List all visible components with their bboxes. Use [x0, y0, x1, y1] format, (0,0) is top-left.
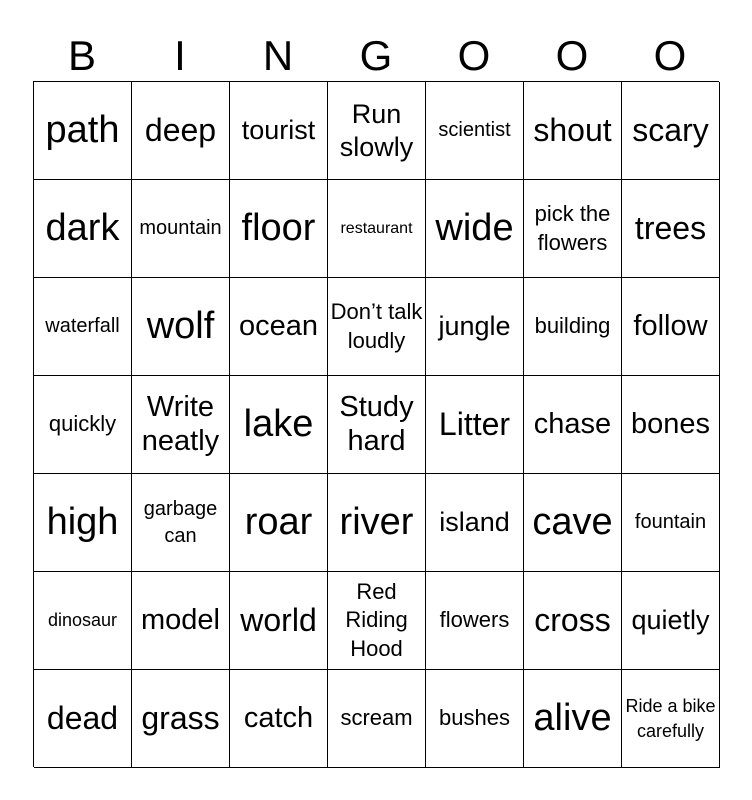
- bingo-cell[interactable]: wolf: [132, 278, 230, 376]
- bingo-cell[interactable]: catch: [230, 670, 328, 768]
- bingo-cell[interactable]: shout: [524, 82, 622, 180]
- bingo-cell[interactable]: jungle: [426, 278, 524, 376]
- header-letter: O: [555, 32, 589, 79]
- header-letter: B: [67, 32, 96, 79]
- bingo-cell[interactable]: scary: [622, 82, 720, 180]
- bingo-cell[interactable]: alive: [524, 670, 622, 768]
- bingo-cell[interactable]: restaurant: [328, 180, 426, 278]
- bingo-cell[interactable]: bones: [622, 376, 720, 474]
- bingo-cell[interactable]: pick the flowers: [524, 180, 622, 278]
- bingo-cell[interactable]: scientist: [426, 82, 524, 180]
- bingo-cell[interactable]: bushes: [426, 670, 524, 768]
- bingo-cell[interactable]: river: [328, 474, 426, 572]
- bingo-cell[interactable]: chase: [524, 376, 622, 474]
- header-letter: G: [359, 32, 393, 79]
- bingo-cell[interactable]: deep: [132, 82, 230, 180]
- bingo-cell[interactable]: high: [34, 474, 132, 572]
- bingo-cell[interactable]: wide: [426, 180, 524, 278]
- bingo-cell[interactable]: cross: [524, 572, 622, 670]
- bingo-cell[interactable]: Study hard: [328, 376, 426, 474]
- bingo-cell[interactable]: roar: [230, 474, 328, 572]
- header-letter: O: [653, 32, 687, 79]
- bingo-cell[interactable]: mountain: [132, 180, 230, 278]
- bingo-cell[interactable]: floor: [230, 180, 328, 278]
- bingo-cell[interactable]: ocean: [230, 278, 328, 376]
- bingo-cell[interactable]: scream: [328, 670, 426, 768]
- bingo-cell[interactable]: Ride a bike carefully: [622, 670, 720, 768]
- bingo-cell[interactable]: lake: [230, 376, 328, 474]
- bingo-cell[interactable]: flowers: [426, 572, 524, 670]
- bingo-cell[interactable]: fountain: [622, 474, 720, 572]
- bingo-cell[interactable]: Don’t talk loudly: [328, 278, 426, 376]
- bingo-cell[interactable]: follow: [622, 278, 720, 376]
- bingo-cell[interactable]: dinosaur: [34, 572, 132, 670]
- header-letter: I: [174, 32, 186, 79]
- header-letter: N: [262, 32, 294, 79]
- bingo-cell[interactable]: world: [230, 572, 328, 670]
- bingo-cell[interactable]: building: [524, 278, 622, 376]
- bingo-cell[interactable]: island: [426, 474, 524, 572]
- bingo-cell[interactable]: dead: [34, 670, 132, 768]
- bingo-cell[interactable]: path: [34, 82, 132, 180]
- bingo-cell[interactable]: quickly: [34, 376, 132, 474]
- header-letter: O: [457, 32, 491, 79]
- bingo-cell[interactable]: garbage can: [132, 474, 230, 572]
- bingo-board: [33, 81, 719, 767]
- bingo-cell[interactable]: Litter: [426, 376, 524, 474]
- bingo-cell[interactable]: Write neatly: [132, 376, 230, 474]
- bingo-cell[interactable]: trees: [622, 180, 720, 278]
- bingo-header: [33, 30, 719, 82]
- bingo-cell[interactable]: cave: [524, 474, 622, 572]
- bingo-cell[interactable]: Red Riding Hood: [328, 572, 426, 670]
- bingo-cell[interactable]: Run slowly: [328, 82, 426, 180]
- bingo-cell[interactable]: dark: [34, 180, 132, 278]
- bingo-cell[interactable]: model: [132, 572, 230, 670]
- bingo-cell[interactable]: quietly: [622, 572, 720, 670]
- bingo-cell[interactable]: tourist: [230, 82, 328, 180]
- bingo-cell[interactable]: waterfall: [34, 278, 132, 376]
- bingo-cell[interactable]: grass: [132, 670, 230, 768]
